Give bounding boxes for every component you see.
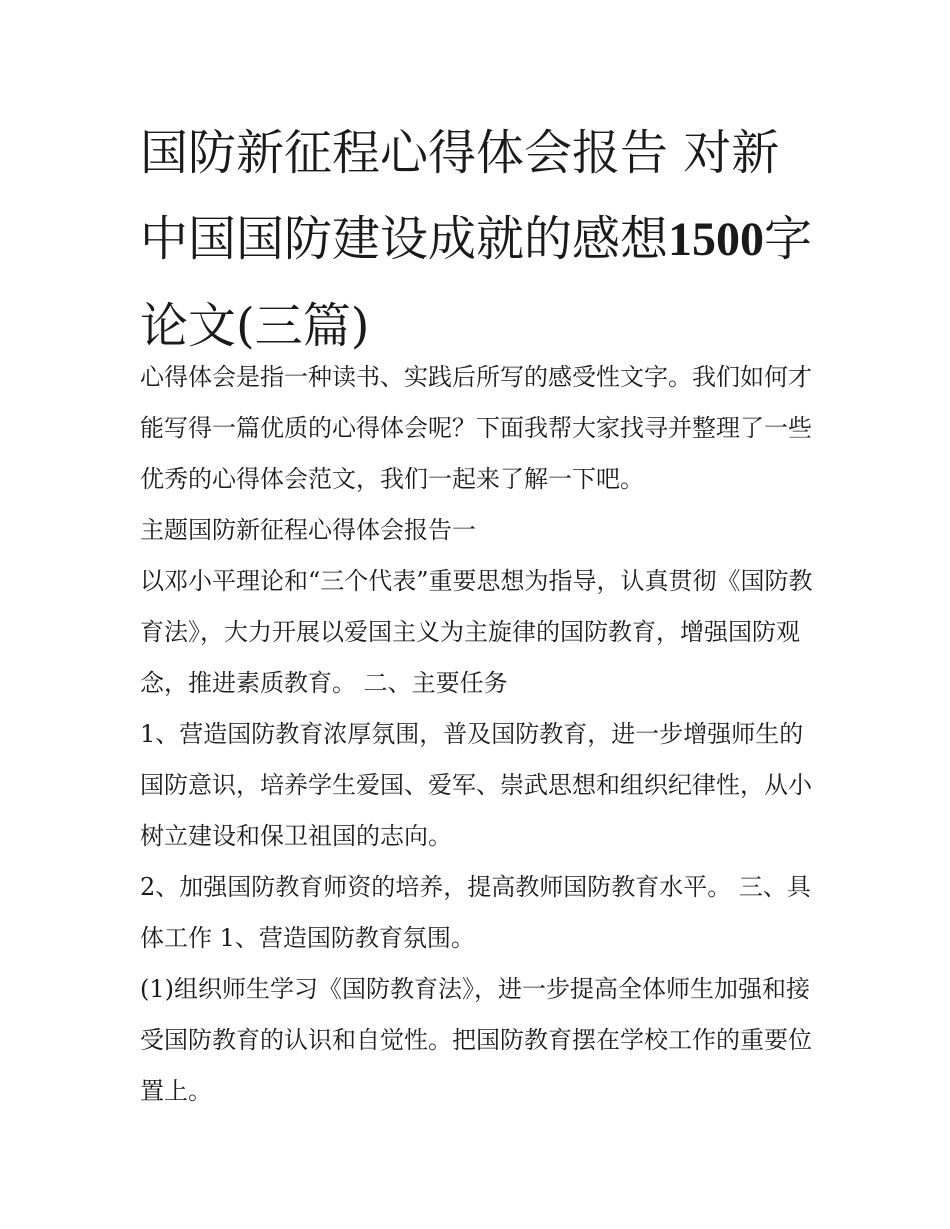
task-item-1: 1、营造国防教育浓厚氛围，普及国防教育，进一步增强师生的国防意识，培养学生爱国、爱军、崇武思想和组织纪律性，从小树立建设和保卫祖国的志向。: [140, 720, 812, 850]
intro-paragraph: 心得体会是指一种读书、实践后所写的感受性文字。我们如何才能写得一篇优质的心得体会呢？下面我帮大家找寻并整理了一些优秀的心得体会范文，我们一起来了解一下吧。: [140, 363, 812, 493]
task-item-2: 2、加强国防教育师资的培养，提高教师国防教育水平。 三、具体工作 1、营造国防教育氛围。: [140, 873, 811, 952]
section-heading: 主题国防新征程心得体会报告一: [140, 516, 476, 544]
title-text-part2: 字论文(三篇): [140, 211, 813, 354]
work-item-1: (1)组织师生学习《国防教育法》，进一步提高全体师生加强和接受国防教育的认识和自觉性。把国防教育摆在学校工作的重要位置上。: [140, 975, 812, 1105]
document-body: [140, 352, 820, 1117]
title-number: 1500: [668, 213, 765, 266]
guiding-paragraph: 以邓小平理论和“三个代表”重要思想为指导，认真贯彻《国防教育法》，大力开展以爱国主义为主旋律的国防教育，增强国防观念，推进素质教育。 二、主要任务: [140, 567, 813, 697]
title-text-part1: 国防新征程心得体会报告 对新中国国防建设成就的感想: [140, 125, 780, 267]
document-title: [140, 110, 820, 369]
